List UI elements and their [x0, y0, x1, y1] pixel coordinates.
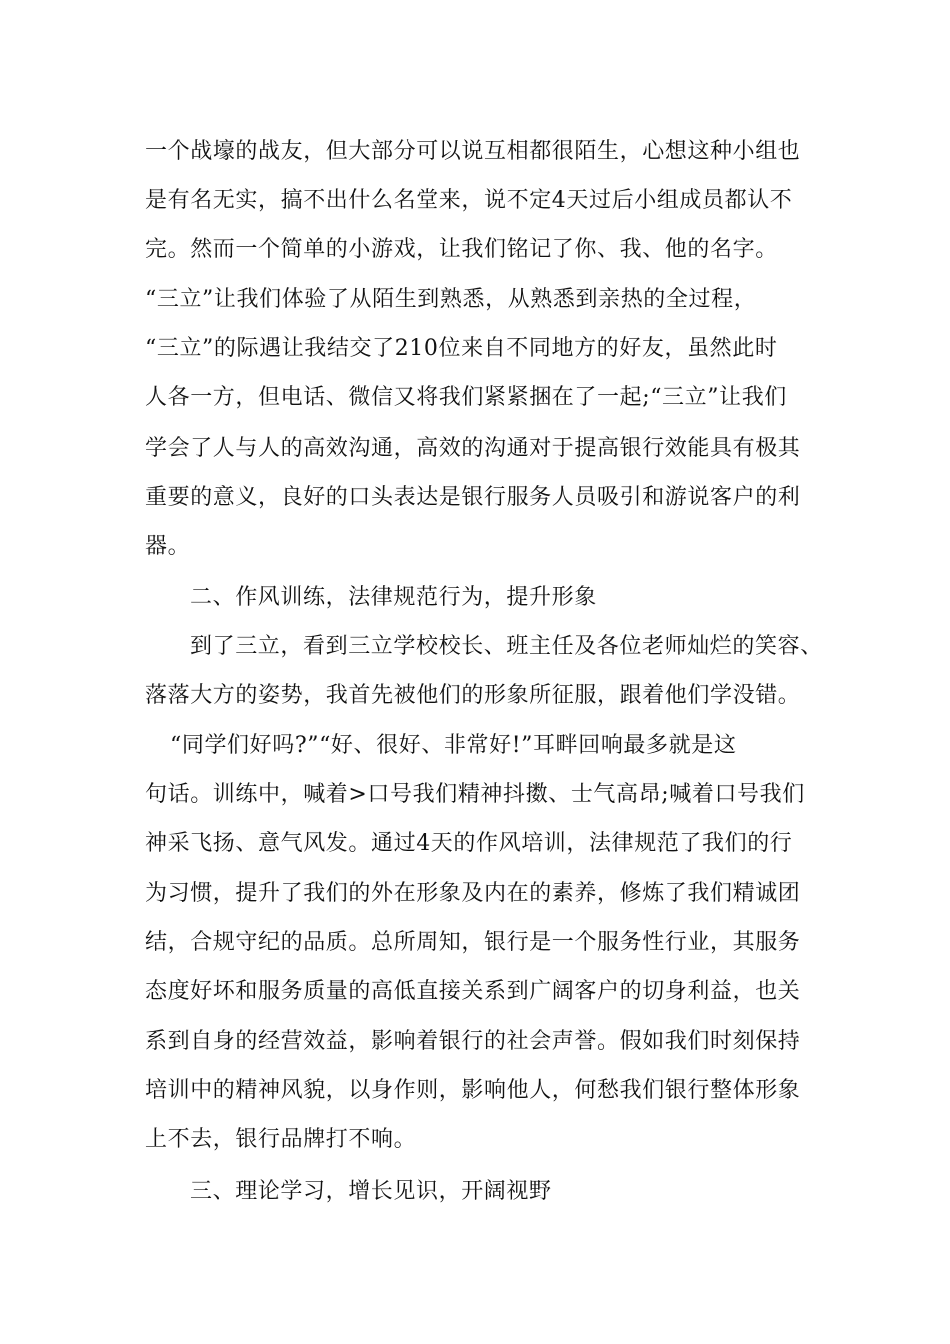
paragraph-line: 结，合规守纪的品质。总所周知，银行是一个服务性行业，其服务	[145, 930, 801, 955]
paragraph-line: 神采飞扬、意气风发。通过4天的作风培训，法律规范了我们的行	[145, 831, 793, 856]
paragraph-line: 为习惯，提升了我们的外在形象及内在的素养，修炼了我们精诚团	[145, 881, 801, 906]
paragraph-line: 重要的意义，良好的口头表达是银行服务人员吸引和游说客户的利	[145, 485, 801, 510]
paragraph-line: 句话。训练中，喊着>口号我们精神抖擞、士气高昂;喊着口号我们	[145, 782, 805, 807]
paragraph-line: 到了三立，看到三立学校校长、班主任及各位老师灿烂的笑容、	[190, 634, 823, 659]
paragraph-line: 落落大方的姿势，我首先被他们的形象所征服，跟着他们学没错。	[145, 683, 801, 708]
paragraph-line: 培训中的精神风貌，以身作则，影响他人，何愁我们银行整体形象	[145, 1078, 801, 1103]
paragraph-line: 是有名无实，搞不出什么名堂来，说不定4天过后小组成员都认不	[145, 188, 793, 213]
paragraph-line: “三立”的际遇让我结交了210位来自不同地方的好友，虽然此时	[145, 336, 778, 361]
paragraph-line: 人各一方，但电话、微信又将我们紧紧捆在了一起;“三立”让我们	[145, 385, 787, 410]
paragraph-line: “同学们好吗?”“好、很好、非常好!”耳畔回响最多就是这	[170, 733, 737, 758]
paragraph-line: 系到自身的经营效益，影响着银行的社会声誉。假如我们时刻保持	[145, 1029, 801, 1054]
paragraph-line: 上不去，银行品牌打不响。	[145, 1127, 417, 1152]
paragraph-line: 学会了人与人的高效沟通，高效的沟通对于提高银行效能具有极其	[145, 436, 801, 461]
paragraph-line: 态度好坏和服务质量的高低直接关系到广阔客户的切身利益，也关	[145, 979, 801, 1004]
section-heading: 二、作风训练，法律规范行为，提升形象	[190, 585, 597, 610]
paragraph-line: “三立”让我们体验了从陌生到熟悉，从熟悉到亲热的全过程，	[145, 287, 757, 312]
paragraph-line: 一个战壕的战友，但大部分可以说互相都很陌生，心想这种小组也	[145, 139, 801, 164]
paragraph-line: 完。然而一个简单的小游戏，让我们铭记了你、我、他的名字。	[145, 237, 778, 262]
paragraph-line: 器。	[145, 534, 191, 559]
section-heading: 三、理论学习，增长见识，开阔视野	[190, 1179, 552, 1204]
